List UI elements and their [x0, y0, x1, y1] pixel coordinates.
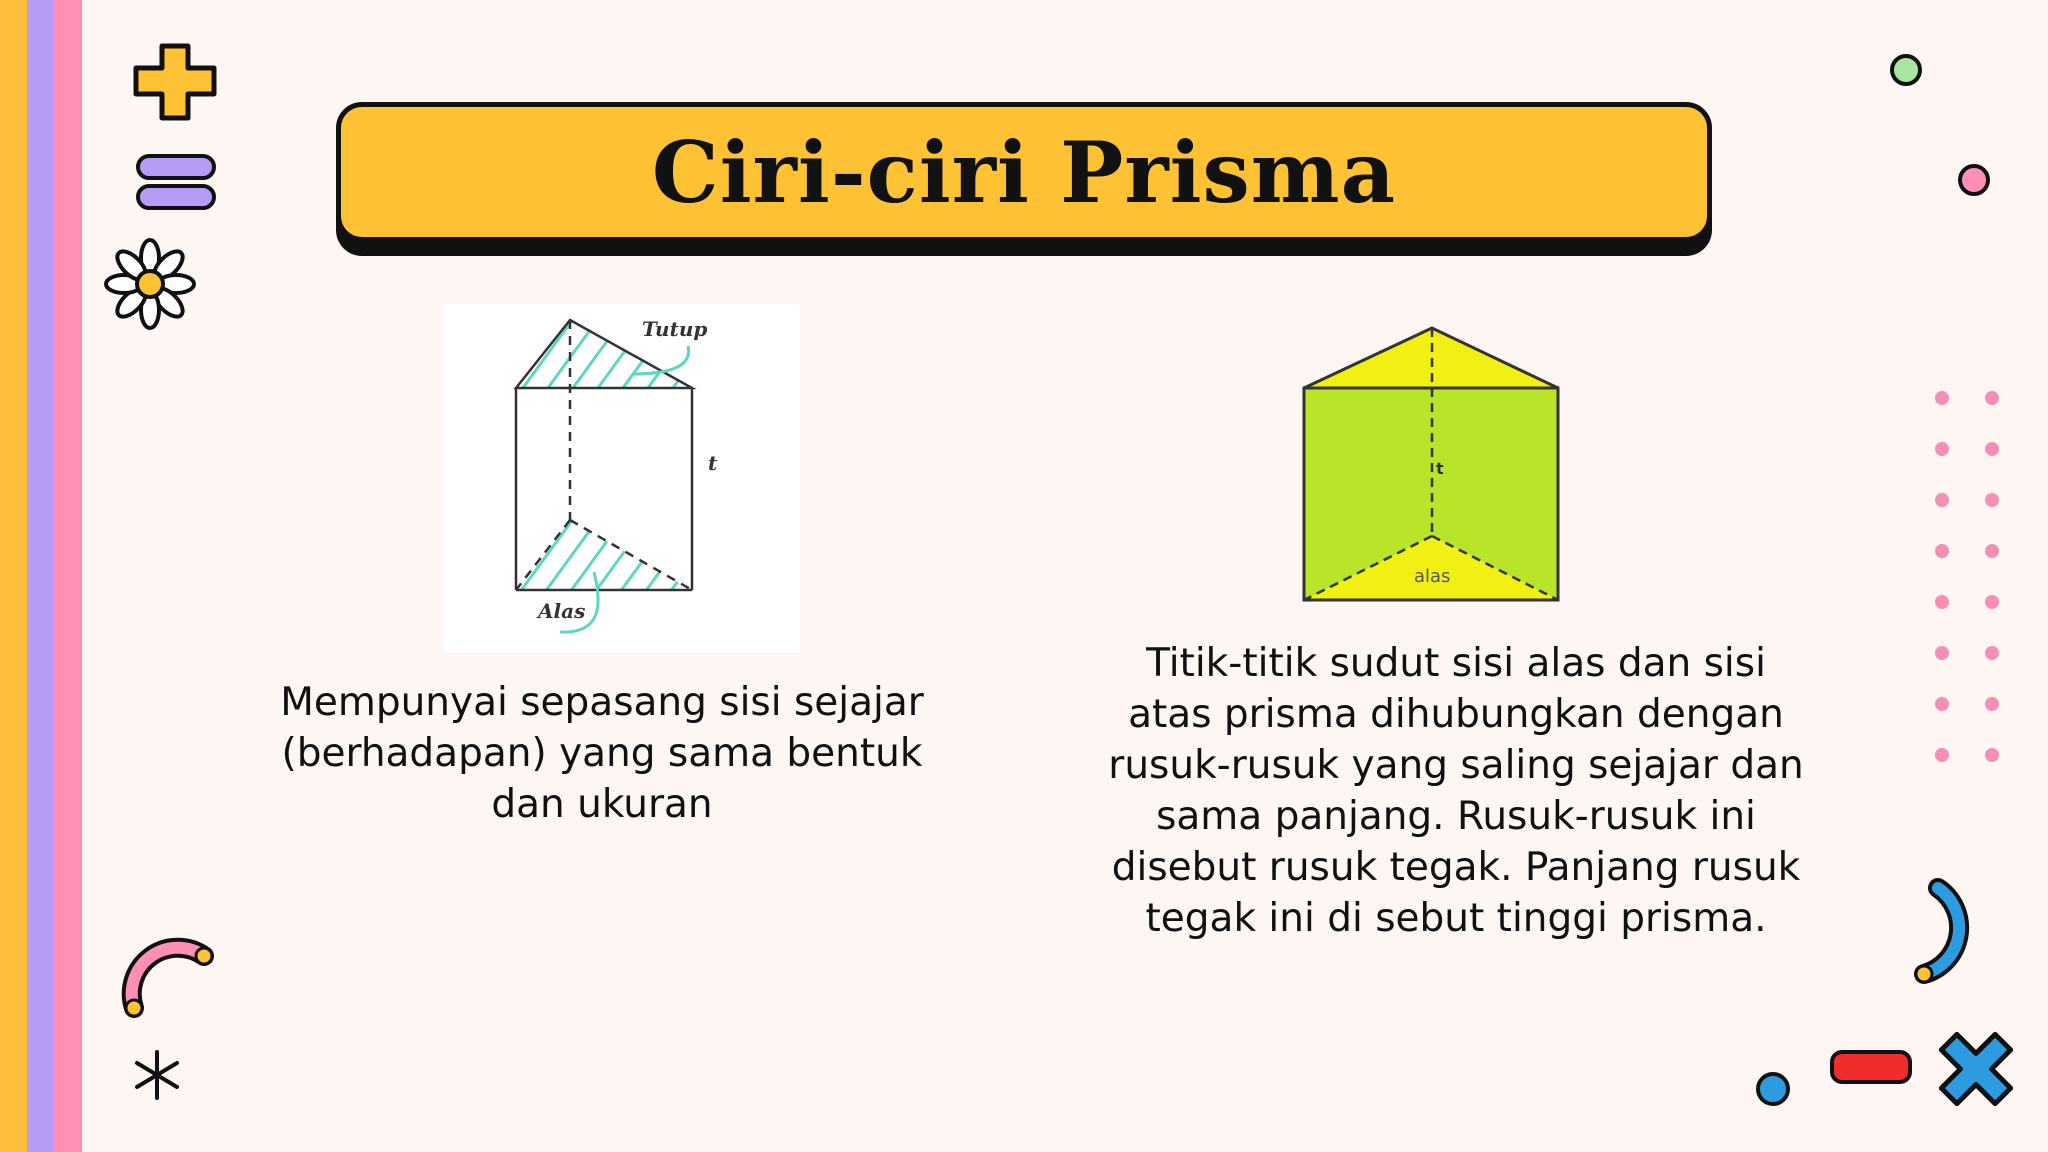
prism-diagram-colored — [1296, 322, 1562, 604]
stripe-pink — [54, 0, 82, 1152]
flower-icon — [102, 236, 198, 332]
title-banner — [336, 102, 1712, 242]
stripe-purple — [27, 0, 54, 1152]
label-alas-left: Alas — [538, 599, 586, 623]
page-title: Ciri-ciri Prisma — [651, 122, 1397, 222]
label-alas-right: alas — [1414, 566, 1451, 587]
circle-icon — [1754, 1070, 1792, 1108]
label-tutup: Tutup — [642, 317, 708, 341]
equals-icon — [134, 152, 218, 214]
circle-icon — [1956, 162, 1992, 198]
asterisk-icon — [130, 1048, 184, 1102]
left-caption: Mempunyai sepasang sisi sejajar (berhadapan) yang sama bentuk dan ukuran — [280, 680, 924, 827]
minus-icon — [1828, 1046, 1914, 1090]
arc-icon — [112, 920, 222, 1020]
stripe-yellow — [0, 0, 27, 1152]
plus-icon — [130, 40, 222, 124]
arc-icon — [1900, 876, 2004, 988]
label-t-right: t — [1436, 459, 1444, 478]
prism-diagram-hatched — [444, 304, 800, 652]
cross-icon — [1932, 1024, 2020, 1114]
label-t-left: t — [708, 451, 718, 475]
circle-icon — [1888, 52, 1924, 88]
right-caption: Titik-titik sudut sisi alas dan sisi atas prisma dihubungkan dengan rusuk-rusuk yang saling sejajar dan sama panjang. Rusuk-rusuk ini disebut rusuk tegak. Panjang rusuk tegak ini di sebut tinggi prisma. — [1108, 641, 1804, 941]
